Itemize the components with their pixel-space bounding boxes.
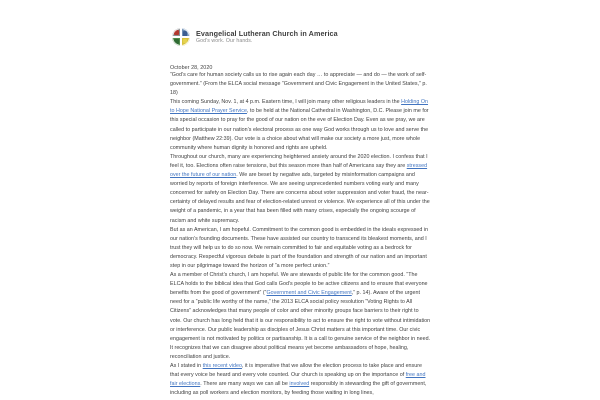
- paragraph-3-text-before: Throughout our church, many are experiencing heightened anxiety around the 2020 election. I confess that I feel it, too. Elections often raise tensions, but this season more than half of Americans say they are: [170, 153, 428, 169]
- link-this-recent-video[interactable]: this recent video: [202, 363, 242, 369]
- paragraph-6-segment-1: As I stated in: [170, 363, 203, 369]
- paragraph-6-segment-3: . There are many ways we can all be: [200, 381, 290, 388]
- link-stressed-over-future-of-our-nation[interactable]: stressed over the future of our nation: [170, 162, 428, 179]
- paragraph-4: But as an American, I am hopeful. Commitment to the common good is embedded in the ideals expressed in our nation’s founding documents. These have assisted our country to transcend its bleakest moments, and I trust they will help us to do so now. We remain committed to fair and equitable voting as a bedrock for democracy. Respectful vigorous debate is part of the foundation and strength of our nation and an important step in our pilgrimage toward the horizon of “a more perfect union.”: [170, 226, 429, 269]
- paragraph-2: [170, 98, 431, 153]
- link-involved[interactable]: involved: [289, 381, 310, 388]
- link-holding-on-to-hope-prayer-service[interactable]: Holding On to Hope National Prayer Service: [170, 99, 429, 115]
- paragraph-quote: “God’s care for human society calls us to rise again each day … to appreciate — and do — the work of self-government.” (From the ELCA social message “Government and Civic Engagement in the United States,” p. 18): [170, 72, 427, 97]
- paragraph-6-segment-2: , it is imperative that we allow the election process to take place and ensure that every voice be heard and every vote counted. Our church is speaking up on the importance of: [170, 363, 423, 379]
- masthead: [172, 0, 431, 46]
- organization-name: Evangelical Lutheran Church in America: [196, 28, 338, 38]
- paragraph-3-text-after: . We are beset by negative ads, targeted by misinformation campaigns and worried by reports of foreign interference. We are seeing unprecedented numbers voting early and many concerned for safety on Election Day. There are concerns about voter suppression and voter fraud, the near-certainty of delayed results and fear of election-related unrest or violence. We experience all of this under the weight of a pandemic, in a year that has been filled with many crises, especially the ongoing scourge of racism and white supremacy.: [170, 172, 430, 224]
- link-government-and-civic-engagement[interactable]: Government and Civic Engagement: [266, 290, 352, 297]
- paragraph-5-text-before: As a member of Christ’s church, I am hopeful. We are stewards of public life for the common good. “The ELCA holds to the biblical idea that God calls God’s people to be active citizens and to ensure that everyone benefits from the good of government” (“: [170, 272, 428, 297]
- brand-text: [196, 30, 338, 45]
- document-date: October 28, 2020: [170, 65, 213, 71]
- paragraph-2-text-before: This coming Sunday, Nov. 1, at 4 p.m. Eastern time, I will join many other religious leaders in the: [170, 99, 402, 106]
- organization-tagline: God's work. Our hands.: [196, 38, 253, 45]
- paragraph-6-segment-4: responsibly in stewarding the gift of government, including as poll workers and election monitors, by feeding those waiting in long lines,: [170, 381, 427, 397]
- elca-cross-circle-logo-icon: [172, 28, 190, 46]
- paragraph-2-text-after: , to be held at the National Cathedral in Washington, D.C. Please join me for this special occasion to pray for the good of our nation on the eve of Election Day. Even as we pray, we are called to participate in our nation’s electoral process as one way God works through us to love and serve the neighbor (Matthew 22:39). Our vote is a choice about what will make our society a more just, more whole community where human dignity is honored and rights are upheld.: [170, 108, 429, 151]
- paragraph-5: [170, 271, 431, 362]
- paragraph-5-text-after: ,” p. 14). Aware of the urgent need for a “public life worthy of the name,” the 2013 ELCA social policy resolution “Voting Rights to All Citizens” acknowledges that many people of color and other minority groups face barriers to their right to vote. Our church has long held that it is our responsibility to act to ensure the right to vote without intimidation or interference. Our public leadership as disciples of Jesus Christ matters at this important time. Our civic engagement is not motivated by politics or partisanship. It is a call to genuine service of the neighbor in need. It recognizes that we can disagree about political means yet become ambassadors of hope, healing, reconciliation and justice.: [170, 290, 431, 360]
- paragraph-3: [170, 153, 431, 226]
- paragraph-6: [170, 362, 431, 398]
- link-free-and-fair-elections[interactable]: free and fair elections: [170, 372, 426, 388]
- document-content-column: [170, 0, 431, 398]
